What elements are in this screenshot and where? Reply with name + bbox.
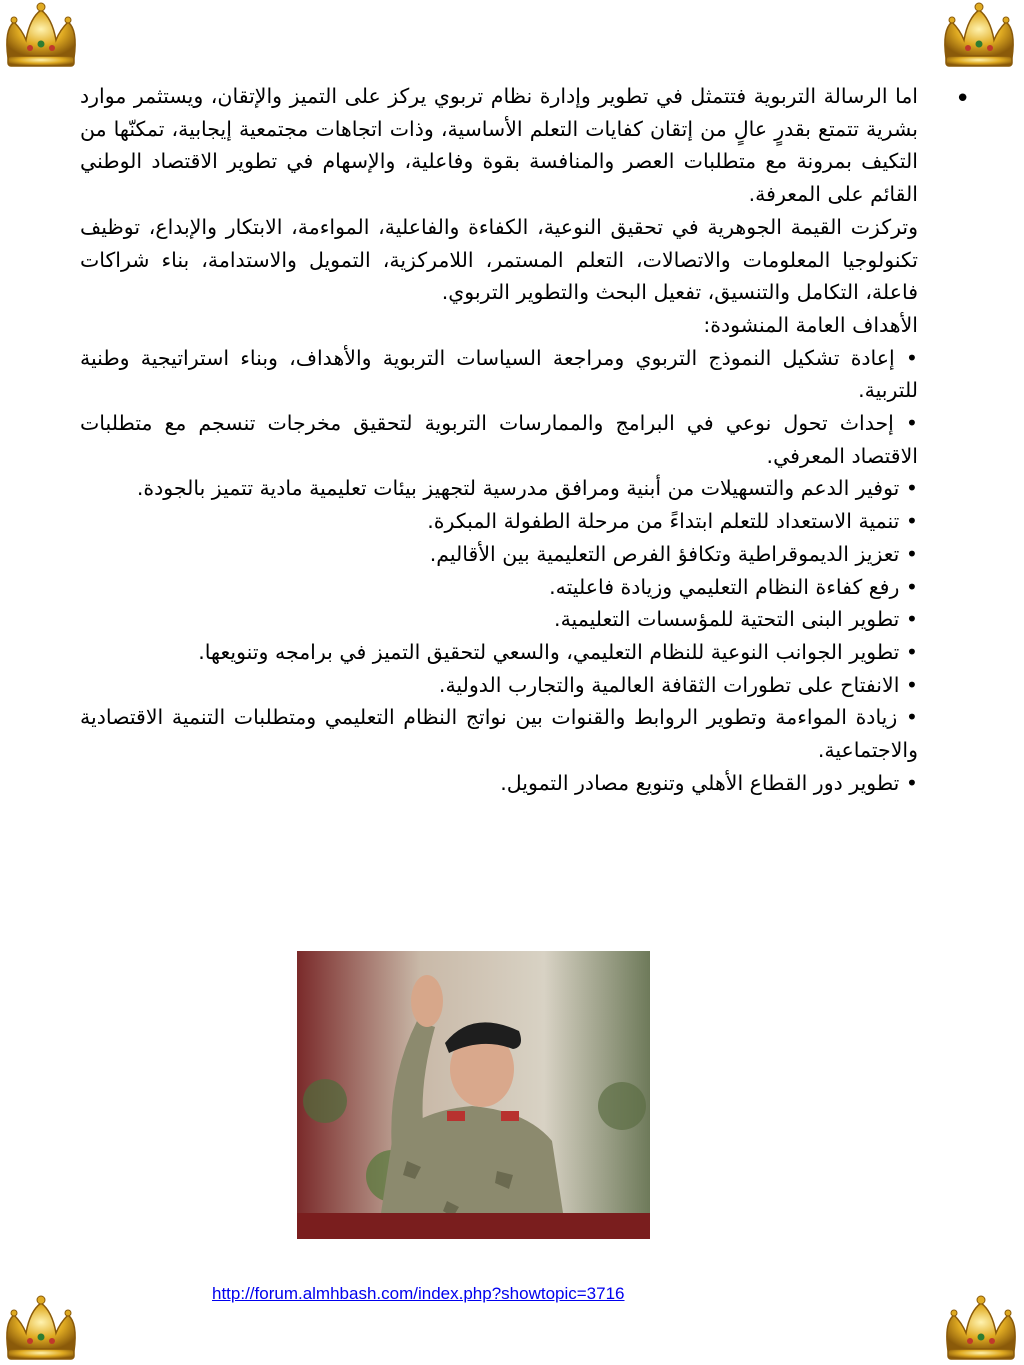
goal-item: • توفير الدعم والتسهيلات من أبنية ومرافق مدرسية لتجهيز بيئات تعليمية مادية تتميز بالجودة. — [136, 476, 918, 501]
goal-item: • إعادة تشكيل النموذج التربوي ومراجعة السياسات التربوية والأهداف، وبناء استراتيجية وطنية للتربية. — [80, 345, 918, 403]
crown-icon — [0, 1293, 82, 1365]
goal-item: • تطوير الجوانب النوعية للنظام التعليمي، والسعي لتحقيق التميز في برامجه وتنويعها. — [198, 639, 918, 664]
portrait-photo — [297, 951, 650, 1239]
crown-icon — [0, 0, 82, 72]
goal-item: • زيادة المواءمة وتطوير الروابط والقنوات بين نواتج النظام التعليمي ومتطلبات التنمية الاقتصادية والاجتماعية. — [80, 705, 918, 763]
mission-paragraph: اما الرسالة التربوية فتتمثل في تطوير وإدارة نظام تربوي يركز على التميز والإتقان، ويستثمر موارد بشرية تتمتع بقدرٍ عالٍ من إتقان كفايات التعلم الأساسية، وذات اتجاهات مجتمعية إيجابية، تمكنّها من التكيف بمرونة مع متطلبات العصر والمنافسة بقوة وفاعلية، والإسهام في تطوير الاقتصاد الوطني القائم على المعرفة. — [80, 84, 918, 207]
goal-item: • رفع كفاءة النظام التعليمي وزيادة فاعليته. — [549, 574, 918, 599]
goal-item: • إحداث تحول نوعي في البرامج والممارسات التربوية لتحقيق مخرجات تنسجم مع متطلبات الاقتصاد المعرفي. — [80, 411, 918, 468]
main-text — [80, 80, 918, 799]
bullet-icon: • — [955, 84, 971, 114]
values-paragraph: وتركزت القيمة الجوهرية في تحقيق النوعية، الكفاءة والفاعلية، المواءمة، الابتكار والإبداع، توظيف تكنولوجيا المعلومات والاتصالات، التعلم المستمر، اللامركزية، التمويل والاستدامة، بناء شراكات فاعلة، التكامل والتنسيق، تفعيل البحث والتطوير التربوي. — [80, 214, 918, 305]
goal-item: • تعزيز الديموقراطية وتكافؤ الفرص التعليمية بين الأقاليم. — [429, 541, 918, 566]
goals-heading: الأهداف العامة المنشودة: — [703, 312, 918, 337]
source-link[interactable]: http://forum.almhbash.com/index.php?showtopic=3716 — [212, 1284, 625, 1303]
goal-item: • الانفتاح على تطورات الثقافة العالمية والتجارب الدولية. — [438, 672, 918, 697]
goal-item: • تطوير دور القطاع الأهلي وتنويع مصادر التمويل. — [500, 770, 918, 795]
goal-item: • تنمية الاستعداد للتعلم ابتداءً من مرحلة الطفولة المبكرة. — [427, 509, 918, 534]
crown-icon — [940, 1293, 1022, 1365]
crown-icon — [938, 0, 1020, 72]
goal-item: • تطوير البنى التحتية للمؤسسات التعليمية. — [554, 607, 918, 632]
